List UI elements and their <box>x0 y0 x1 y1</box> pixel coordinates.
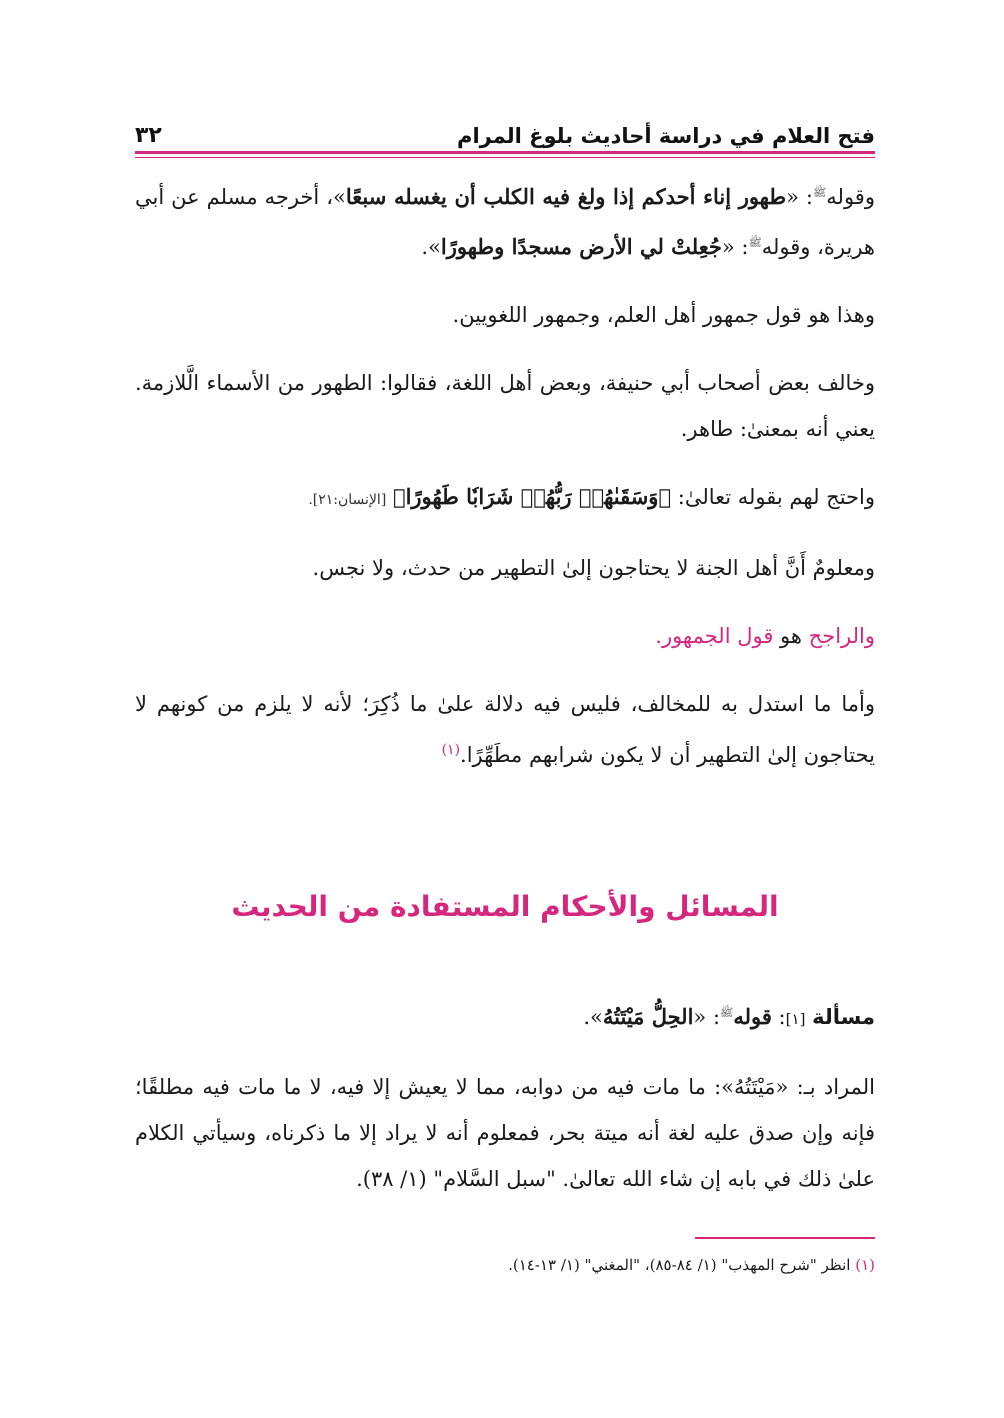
p6-text: هو <box>773 624 809 648</box>
quran-verse: ﴿وَسَقَىٰهُمۡ رَبُّهُمۡ شَرَابٗا طَهُورًا﴾ <box>392 484 672 509</box>
masala-hadith: الحِلُّ مَيْتَتُهُ <box>602 1004 694 1029</box>
paragraph-2: وهذا هو قول جمهور أهل العلم، وجمهور اللغويين. <box>452 303 875 327</box>
masala-heading <box>135 990 875 1042</box>
paragraph-7 <box>135 681 875 778</box>
p7-text: وأما ما استدل به للمخالف، فليس فيه دلالة علىٰ ما ذُكِرَ؛ لأنه لا يلزم من كونهم لا يحتاجون إلىٰ التطهير أن لا يكون شرابهم مطَهِّرًا. <box>135 692 875 767</box>
header-rule-thin <box>135 157 875 158</box>
page-number: ٣٢ <box>135 123 162 148</box>
masala-open: : « <box>693 1005 721 1029</box>
section-title: المسائل والأحكام المستفادة من الحديث <box>231 890 779 923</box>
page-header <box>135 108 875 148</box>
footnote-ref: (١) <box>441 742 461 758</box>
verse-reference: [الإنسان:٢١]. <box>308 492 387 508</box>
masala-qawluh: قوله <box>733 1004 772 1029</box>
p1-text-a: وقوله <box>826 185 875 209</box>
header-rule-thick <box>135 151 875 154</box>
salawat-icon: ﷺ <box>720 1006 734 1019</box>
masala-colon: : <box>771 1005 786 1029</box>
main-text <box>135 170 875 778</box>
p4-text: واحتج لهم بقوله تعالىٰ: <box>671 485 875 509</box>
masala-close: ». <box>583 1005 603 1029</box>
footnote-number: (١) <box>855 1256 875 1274</box>
footnote-rule <box>695 1237 875 1239</box>
paragraph-5: ومعلومٌ أَنَّ أهل الجنة لا يحتاجون إلىٰ التطهير من حدث، ولا نجس. <box>312 556 875 580</box>
paragraph-4 <box>135 474 875 523</box>
footnote-text: انظر "شرح المهذب" (١/ ٨٤-٨٥)، "المغني" (١/ ١٣-١٤). <box>508 1256 856 1274</box>
p1-text-c: »، أخرجه مسلم عن أبي هريرة، وقوله <box>135 185 875 259</box>
hadith-1: طهور إناء أحدكم إذا ولغ فيه الكلب أن يغسله سبعًا <box>345 184 787 209</box>
p1-text-e: ». <box>421 235 441 259</box>
hadith-2: جُعِلتْ لي الأرض مسجدًا وطهورًا <box>440 234 722 259</box>
preferred-opinion: قول الجمهور. <box>655 624 774 648</box>
p1-text-b: : « <box>786 185 813 209</box>
masala-label: مسألة <box>812 1005 875 1029</box>
paragraph-8: المراد بـ: «مَيْتَتُهُ»: ما مات فيه من دوابه، مما لا يعيش إلا فيه، لا ما مات فيه مطلقًا؛ فإنه وإن صدق عليه لغة أنه ميتة بحر، فمعلوم أنه لا يراد إلا ما ذكرناه، وسيأتي الكلام علىٰ ذلك في بابه إن شاء الله تعالىٰ. "سبل السَّلام" (١/ ٣٨). <box>135 1075 876 1191</box>
book-title: فتح العلام في دراسة أحاديث بلوغ المرام <box>457 124 875 148</box>
paragraph-6 <box>135 613 875 659</box>
masala-section <box>135 990 875 1202</box>
p1-text-d: : « <box>721 235 749 259</box>
masala-number: [١] <box>785 1010 806 1028</box>
preferred-label: والراجح <box>808 624 875 648</box>
salawat-icon: ﷺ <box>813 186 827 199</box>
footnote <box>135 1250 875 1280</box>
paragraph-1 <box>135 170 875 270</box>
paragraph-3: وخالف بعض أصحاب أبي حنيفة، وبعض أهل اللغة، فقالوا: الطهور من الأسماء الَّلازمة. يعني أنه بمعنىٰ: طاهر. <box>135 371 875 441</box>
salawat-icon: ﷺ <box>748 236 762 249</box>
